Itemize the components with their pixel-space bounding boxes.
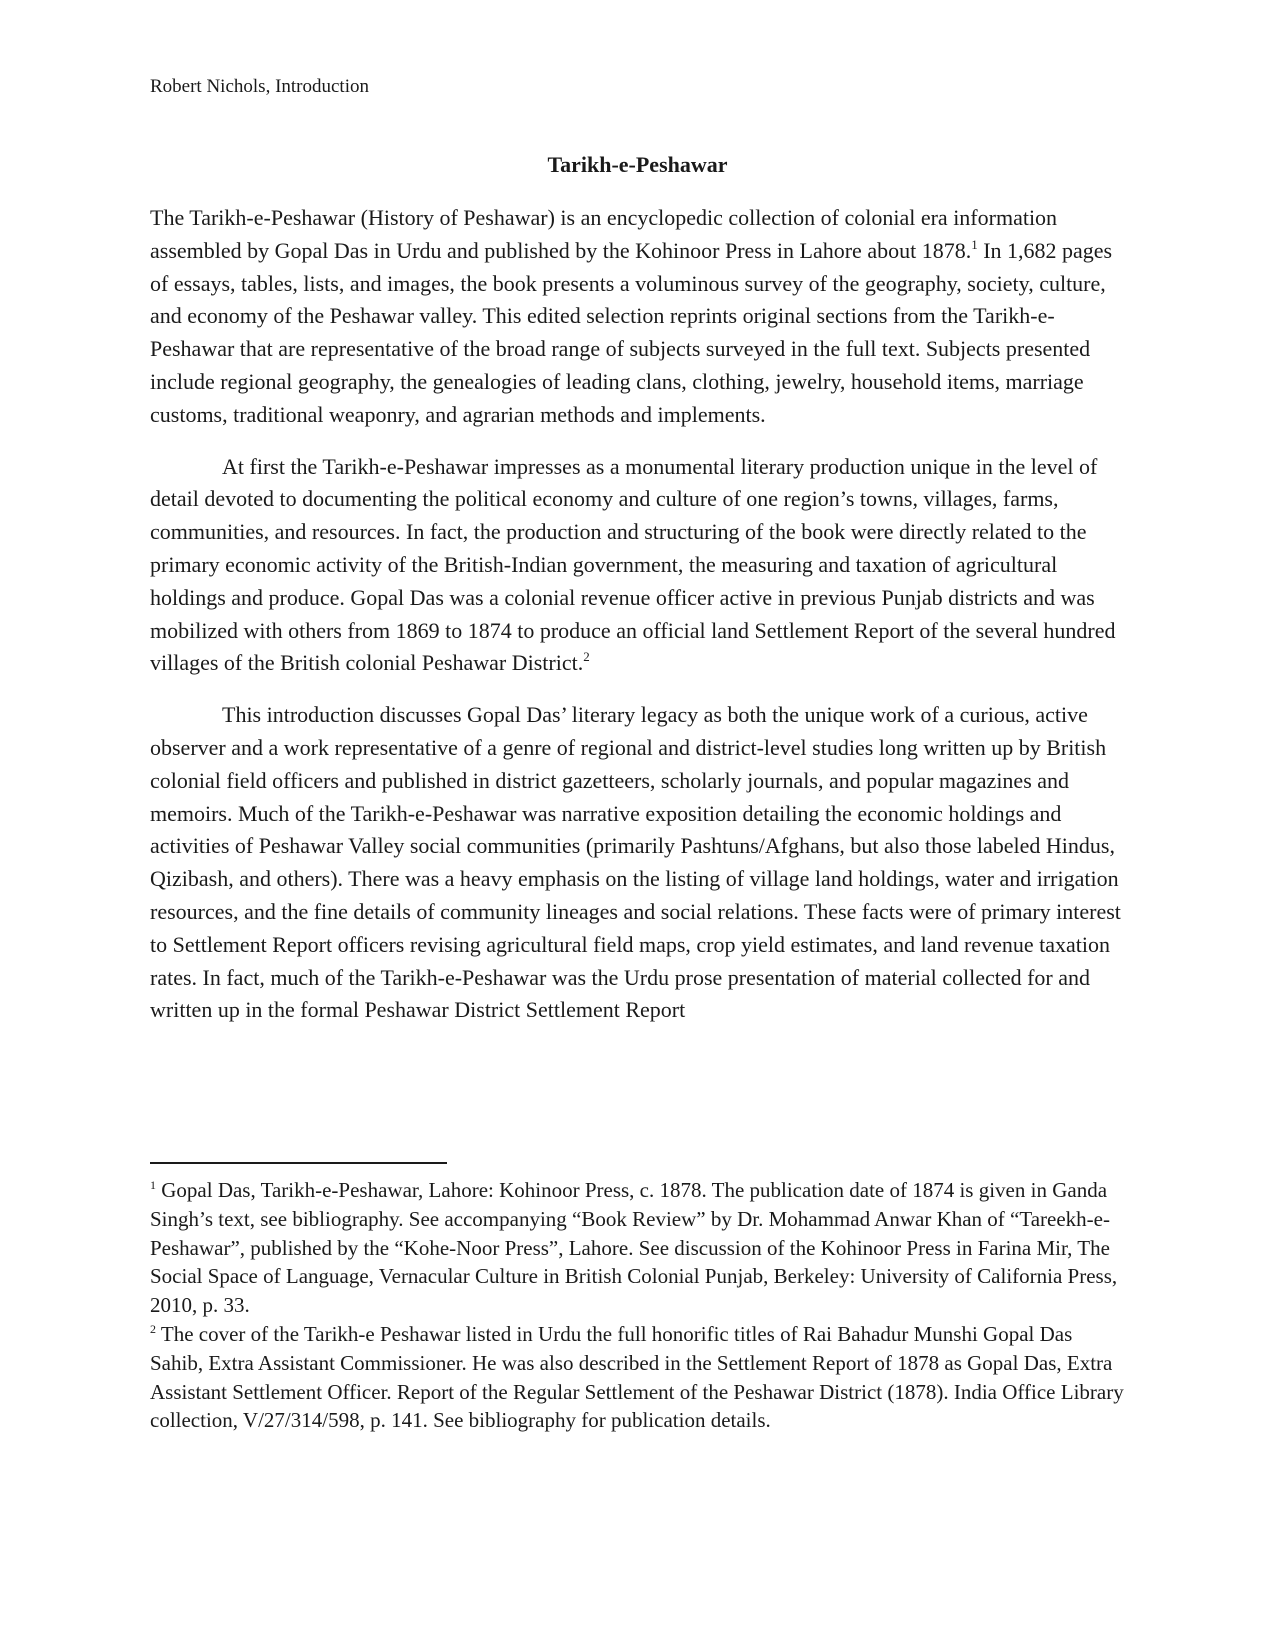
paragraph-1 <box>150 202 1125 432</box>
footnote-ref-1[interactable]: 1 <box>971 236 978 252</box>
paragraph-3: This introduction discusses Gopal Das’ literary legacy as both the unique work of a curious, active observer and a work representative of a genre of regional and district-level studies long written up by British colonial field officers and published in district gazetteers, scholarly journals, and popular magazines and memoirs. Much of the Tarikh-e-Peshawar was narrative exposition detailing the economic holdings and activities of Peshawar Valley social communities (primarily Pashtuns/Afghans, but also those labeled Hindus, Qizibash, and others). There was a heavy emphasis on the listing of village land holdings, water and irrigation resources, and the fine details of community lineages and social relations. These facts were of primary interest to Settlement Report officers revising agricultural field maps, crop yield estimates, and land revenue taxation rates. In fact, much of the Tarikh-e-Peshawar was the Urdu prose presentation of material collected for and written up in the formal Peshawar District Settlement Report <box>150 702 1121 1023</box>
footnote-number-1: 1 <box>150 1178 156 1192</box>
footnotes <box>150 1176 1125 1435</box>
document-title: Tarikh-e-Peshawar <box>547 152 728 177</box>
footnote-1-text: Gopal Das, Tarikh-e-Peshawar, Lahore: Kohinoor Press, c. 1878. The publication date of 1874 is given in Ganda Singh’s text, see bibliography. See accompanying “Book Review” by Dr. Mohammad Anwar Khan of “Tareekh-e-Peshawar”, published by the “Kohe-Noor Press”, Lahore. See discussion of the Kohinoor Press in Farina Mir, The Social Space of Language, Vernacular Culture in British Colonial Punjab, Berkeley: University of California Press, 2010, p. 33. <box>150 1178 1118 1318</box>
footnote-number-2: 2 <box>150 1321 156 1336</box>
running-header: Robert Nichols, Introduction <box>150 76 369 97</box>
footnote-2-text: The cover of the Tarikh-e Peshawar listed in Urdu the full honorific titles of Rai Bahadur Munshi Gopal Das Sahib, Extra Assistant Commissioner. He was also described in the Settlement Report of 1878 as Gopal Das, Extra Assistant Settlement Officer. Report of the Regular Settlement of the Peshawar District (1878). India Office Library collection, V/27/314/598, p. 141. See bibliography for publication details. <box>150 1321 1124 1433</box>
paragraph-2-text: At first the Tarikh-e-Peshawar impresses as a monumental literary production unique in the level of detail devoted to documenting the political economy and culture of one region’s towns, villages, farms, communities, and resources. In fact, the production and structuring of the book were directly related to the primary economic activity of the British-Indian government, the measuring and taxation of agricultural holdings and produce. Gopal Das was a colonial revenue officer active in previous Punjab districts and was mobilized with others from 1869 to 1874 to produce an official land Settlement Report of the several hundred villages of the British colonial Peshawar District. <box>150 453 1116 676</box>
footnote-ref-2[interactable]: 2 <box>583 649 590 665</box>
paragraph-1-text-b: In 1,682 pages of essays, tables, lists, and images, the book presents a voluminous survey of the geography, society, culture, and economy of the Peshawar valley. This edited selection reprints original sections from the Tarikh-e-Peshawar that are representative of the broad range of subjects surveyed in the full text. Subjects presented include regional geography, the genealogies of leading clans, clothing, jewelry, household items, marriage customs, traditional weaponry, and agrarian methods and implements. <box>150 237 1113 427</box>
footnote-1 <box>150 1176 1125 1320</box>
paragraph-1-text-a: The Tarikh-e-Peshawar (History of Peshawar) is an encyclopedic collection of colonial era information assembled by Gopal Das in Urdu and published by the Kohinoor Press in Lahore about 1878. <box>150 205 1058 263</box>
paragraph-2 <box>150 451 1125 681</box>
footnote-divider <box>150 1162 447 1164</box>
body-text <box>150 202 1125 1046</box>
footnote-2 <box>150 1320 1125 1435</box>
